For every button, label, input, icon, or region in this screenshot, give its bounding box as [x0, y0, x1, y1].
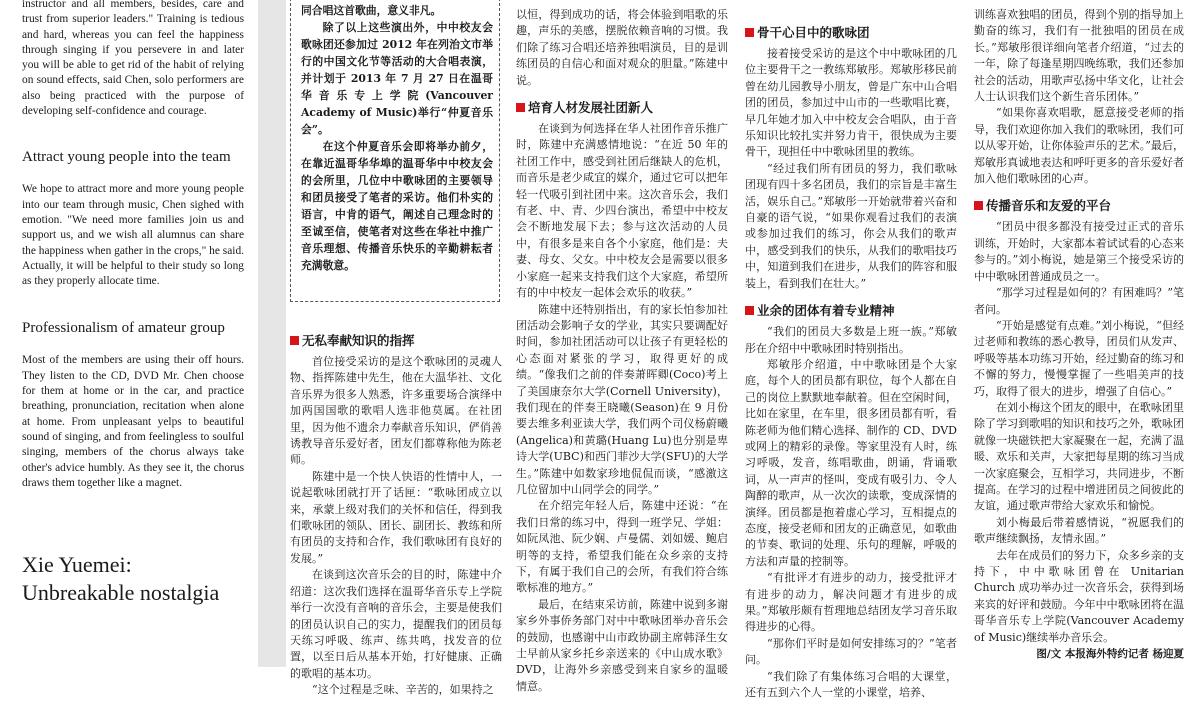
col4-paragraph-4: 郑敏彤介绍道，中中歌咏团是个大家庭，每个人的团员都有职位，每个人都在自己的岗位上默默地奉献着。但在空闲时间，比如在家里，在车里，很多团员都有听，看陈老师为他们精心选择、制作的 CD、DVD 或网上的精彩的录像。等家里没有人时，练习呼吸，发音，练唱歌曲，朗诵，背诵歌词，从一声声的怪叫，变成有吸引力、令人陶醉的歌声，从一次次的读歌，变成深情的演绎。团员都是抱着虚心学习，互相提点的态度，接受老师和团友的正确意见，如歌曲的节奏、歌词的处理、乐句的理解，呼吸的方法和声量的控制等。 [745, 357, 957, 568]
col3-paragraph-3: 陈建中还特别指出，有的家长怕参加社团活动会影响子女的学业，其实只要调配好时间，参加社团活动可以让孩子有更轻松的心态面对紧张的学习，取得更好的成绩。“像我们之前的伴奏萧晖卿(Coco)考上了美国康奈尔大学(Cornell University)，我们现在的伴奏王晓曦(Season)在 9 月份要去维多利亚读大学，我们两个司仪杨蔚曦(Angelica)和黄璐(Huang Lu)也分别是卑诗大学(UBC)和西门菲沙大学(SFU)的大学生。”陈建中如数家珍地侃侃而谈，“感激这几位留加中山同学会的同学。” [516, 302, 728, 496]
chinese-column-4 [745, 0, 957, 700]
col4-paragraph-5: “有批评才有进步的动力，接受批评才有进步的动力，解决问题才有进步的成果。”郑敏彤颇有哲理地总结团友学习音乐取得进步的心得。 [745, 571, 957, 634]
col4-paragraph-7: “我们除了有集体练习合唱的大课堂，还有五到六个人一堂的小课堂，培养、 [745, 669, 957, 700]
article-title-line-1: Xie Yuemei: [22, 552, 132, 578]
red-square-icon [516, 103, 525, 112]
english-paragraph-2: We hope to attract more and more young people into our team through music, Chen sighed with emotion. "We need more families join us and support us, and we wish all alumnus can share the happiness when gather in the crops," he said. Actually, it will be helpful to their study so long as they properly allocate time. [22, 183, 244, 288]
col4-paragraph-2: “经过我们所有团员的努力，我们歌咏团现有四十多名团员，我们的宗旨是丰富生活，娱乐自己。”郑敏彤一开始就带着兴奋和自豪的语气说，“如果你观看过我们的表演或参加过我们的练习，你会从我们的歌声中，感受到我们的快乐，从我们的歌唱技巧中，知道到我们在进步，从我们的阵容和服装上，看到我们在壮大。” [745, 161, 957, 290]
chinese-column-5 [974, 0, 1184, 667]
col5-paragraph-7: 刘小梅最后带着感情说，“祝愿我们的歌声继续飘扬，友情永固。” [974, 515, 1184, 546]
col5-paragraph-3: “团员中很多都没有接受过正式的音乐训练，开始时，大家都本着试试看的心态来参与的。”刘小梅说，她是第三个接受采访的中中歌咏团普通成员之一。 [974, 220, 1184, 283]
col4-paragraph-1: 接着接受采访的是这个中中歌咏团的几位主要骨干之一教练郑敏彤。郑敏彤移民前曾在幼儿园教导小朋友，曾是广东中山合唱团的团员，参加过中山市的一些歌唱比赛，早几年她才加入中中校友会合唱队，由于音乐知识比较扎实并努力肯干，很快成为主要骨干，现担任中中歌咏团里的教练。 [745, 47, 957, 159]
col2-paragraph-2: 陈建中是一个快人快语的性情中人，一说起歌咏团就打开了话匣：“歌咏团成立以来，承蒙上级对我们的关怀和信任，得到我们歌咏团的领队、团长、副团长、教练和所有团员的支持和合作，我们歌咏团有良好的发展。” [290, 469, 502, 565]
dashed-sidebar-box [290, 0, 500, 302]
photo-text-credit: 图/文 本报海外特约记者 杨迎夏 [1036, 648, 1184, 661]
col3-paragraph-2: 在谈到为何选择在华人社团作音乐推广时，陈建中充满感情地说：“在近 50 年的社团工作中，感受到社团后继缺人的危机，而音乐是老少咸宜的媒介，通过它可以把年轻一代吸引到社团中来。这次音乐会，我们有老、中、青、少四台演出，希望中中校友会不断地发展下去；参与这次活动的人员中，有很多是来自各个小家庭，他们是：夫妻、母女、父女。中中校友会是需要以很多小家庭一起来支持我们这个大家庭，希望所有的中中校友一起体会欢乐的收获。” [516, 122, 728, 300]
box-paragraph-2: 除了以上这些演出外，中中校友会歌咏团还参加过 2012 年在列治文市举行的中国文化节等活动的大合唱表演，并计划于 2013 年 7 月 27 日在温哥华音乐专上学院(Vancouver Academy of Music)举行“仲夏音乐会”。 [301, 21, 493, 136]
english-column [0, 0, 258, 667]
box-paragraph-1: 同合唱这首歌曲，意义非凡。 [301, 4, 442, 17]
col3-paragraph-5: 最后，在结束采访前，陈建中说到多谢家乡外事侨务部门对中中歌咏团举办音乐会的鼓励，也感谢中山市政协副主席韩泽生女士早前从家乡托乡亲送来的《中山成水歌》DVD，让海外乡亲感受到来自家乡的温暖情意。 [516, 597, 728, 693]
section-heading-talent: 培育人材发展社团新人 [516, 99, 728, 117]
english-paragraph-3: Most of the members are using their off hours. They listen to the CD, DVD Mr. Chen choose for them at home or in the car, and practice breathing, pronunciation, recitation when alone at home. From unpleasant yelps to beautiful sound of singing, and from feelingless to soulful singing, members of the chorus always take other's advice humbly. As they see it, the chorus draws them together like a magnet. [22, 354, 244, 489]
red-square-icon [974, 201, 983, 210]
chinese-column-2 [290, 326, 502, 699]
column-divider [258, 0, 286, 667]
col2-paragraph-4: “这个过程是乏味、辛苦的，如果持之 [312, 683, 494, 697]
col5-paragraph-6: 在刘小梅这个团友的眼中，在歌咏团里除了学习到歌唱的知识和技巧之外，歌咏团就像一块磁铁把大家凝聚在一起，充满了温暖、欢乐和关声，大家把每星期的练习当成一次家庭聚会，互相学习，共同进步，不断提高。在学习的过程中增进团员之间彼此的友谊，通过歌声带给大家欢乐和愉悦。 [974, 400, 1184, 513]
section-heading-backbone: 骨干心目中的歌咏团 [745, 24, 957, 42]
col4-paragraph-6: “那你们平时是如何安排练习的？”笔者问。 [745, 636, 957, 667]
box-paragraph-3: 在这个仲夏音乐会即将举办前夕，在靠近温哥华华埠的温哥华中中校友会的会所里，几位中中歌咏团的主要领导和团员接受了笔者的采访。他们朴实的语言，中肯的语气，阐述自己理念时的至诚至信，使笔者对这些在华社中推广音乐理想、传播音乐快乐的辛勤耕耘者充满敬意。 [301, 140, 493, 272]
col5-paragraph-5: “开始是感觉有点难。”刘小梅说，“但经过老师和教练的悉心教导，团员们从发声、呼吸等基本功练习开始，经过勤奋的练习和不懈的努力，慢慢掌握了一些唱美声的技巧，取得了很大的进步，增强了自信心。” [974, 318, 1184, 398]
section-heading-platform: 传播音乐和友爱的平台 [974, 197, 1184, 215]
col5-paragraph-8: 去年在成员们的努力下，众多乡亲的支持下，中中歌咏团曾在 Unitarian Church 成功举办过一次音乐会，获得到场来宾的好评和鼓励。今年中中歌咏团将在温哥华音乐专上学院(Vancouver Academy of Music)继续举办音乐会。 [974, 548, 1184, 644]
col3-paragraph-4: 在介绍完年轻人后，陈建中还说：“在我们日常的练习中，得到一班学兄、学姐：如阮凤池、阮少娴、卢曼儒、刘如媛、鲍启明等的支持，希望我们能在众乡亲的支持下，有属于我们自己的会所，有我们符合练歌标准的地方。” [516, 499, 728, 595]
col3-paragraph-1: 以恒，得到成功的话，将会体验到唱歌的乐趣，声乐的美感，摆脱依赖音响的习惯。我们除了练习合唱还培养独唱演员，目的是训练团员的自信心和面对观众的胆量。”陈建中说。 [516, 8, 728, 87]
red-square-icon [290, 336, 299, 345]
english-paragraph-1: instructor and all members, besides, care and trust from superior leaders." Training is tedious and hard, whereas you can feel the happiness through singing if you persevere in and later you will be able to get rid of the habit of relying on sound effects, said Chen, solo performers are also being practiced with the purpose of developing self-confidence and courage. [22, 0, 244, 118]
col2-paragraph-1: 首位接受采访的是这个歌咏团的灵魂人物、指挥陈建中先生，他在大温华社、文化音乐界为很多人熟悉，许多重要场合演绎中加两国国歌的歌唱人选非他莫属。在社团里，因为他不遗余力奉献音乐知识，俨俏善诱教导音乐爱好者，团友们都尊称他为陈老师。 [290, 355, 502, 467]
red-square-icon [745, 306, 754, 315]
col4-paragraph-3: “我们的团员大多数是上班一族。”郑敏彤在介绍中中歌咏团时特别指出。 [745, 325, 957, 355]
col2-paragraph-3: 在谈到这次音乐会的目的时，陈建中介绍道：这次我们选择在温哥华音乐专上学院举行一次没有音响的音乐会，主要是使我们的团员认识自己的实力，提醒我们的团员每天练习呼吸、练声、练共鸣，找发音的位置，以至日后从基本开始，打好健康、正确的歌唱的基本功。 [290, 568, 502, 680]
english-heading-attract: Attract young people into the team [22, 149, 231, 166]
article-title-line-2: Unbreakable nostalgia [22, 580, 220, 606]
col5-paragraph-2: “如果你喜欢唱歌，愿意接受老师的指导，我们欢迎你加入我们的歌咏团，我们可以从零开始，让你体验声乐的艺术。”最后，郑敏彤真诚地表达和呼吁更多的音乐爱好者加入他们歌咏团的心声。 [974, 106, 1184, 186]
col5-paragraph-1: 训练喜欢独唱的团员，得到个别的指导加上勤奋的练习，我们有一批独唱的团员在成长。”郑敏彤很详细向笔者介绍道，“过去的一年，除了每逢星期四晚练歌，我们还参加社会的活动，用歌声弘扬中华文化，让社会人士认识我们这个新生音乐团体。” [974, 8, 1184, 104]
section-heading-professional: 业余的团体有着专业精神 [745, 302, 957, 320]
section-heading-conductor: 无私奉献知识的指挥 [290, 332, 502, 350]
red-square-icon [745, 28, 754, 37]
chinese-column-3 [516, 0, 728, 693]
col5-paragraph-4: “那学习过程是如何的？有困难吗？”笔者问。 [974, 286, 1184, 316]
english-heading-professionalism: Professionalism of amateur group [22, 320, 225, 337]
